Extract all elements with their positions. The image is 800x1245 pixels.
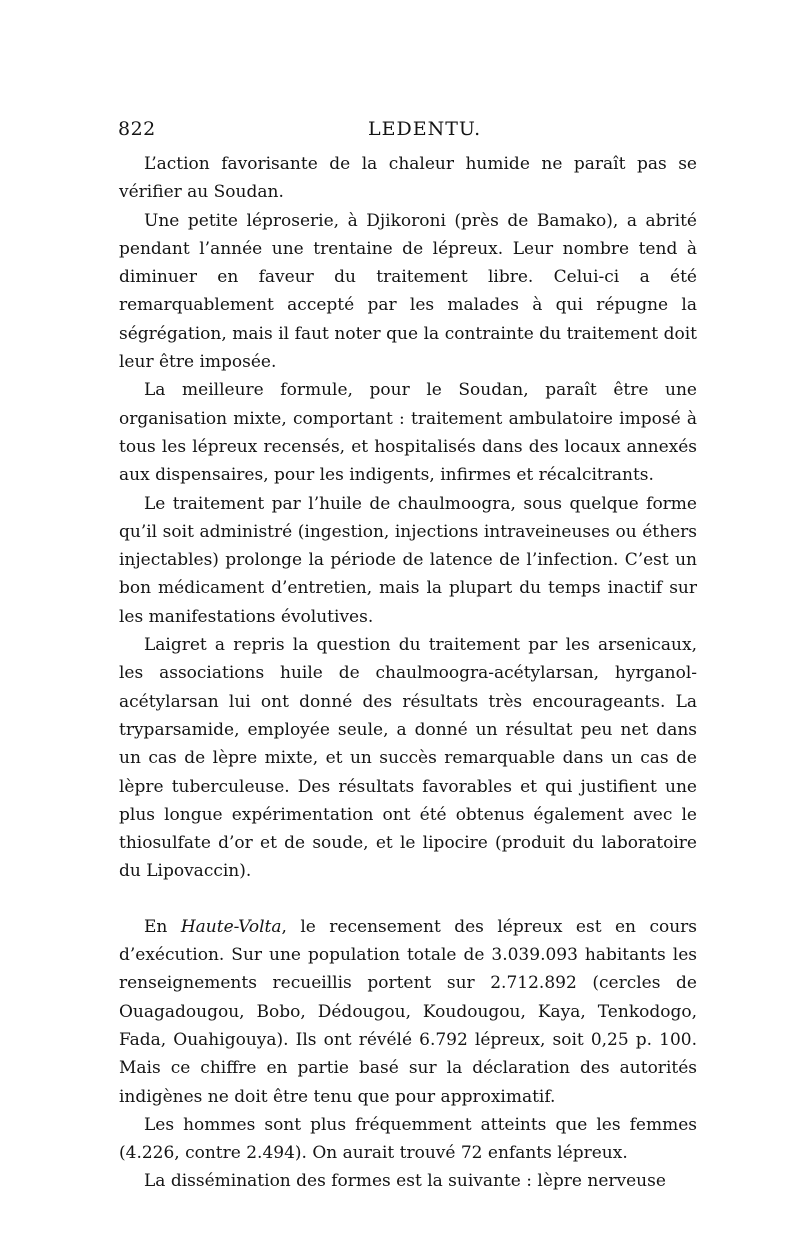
paragraph-chaulmoogra-treatment: Le traitement par l’huile de chaulmoogra, sous quelque forme qu’il soit administré (ingestion, injections intraveineuses ou éthers injectables) prolonge la période de latence de l’infection. C’est un bon médicament d’entretien, mais la plupart du temps inactif sur les manifestations évolutives. (119, 493, 697, 627)
paragraph-men-women-ratio: Les hommes sont plus fréquemment atteints que les femmes (4.226, contre 2.494). On aurait trouvé 72 enfants lépreux. (119, 1114, 697, 1164)
page-number: 822 (118, 118, 156, 140)
place-name-italic: Haute-Volta (180, 916, 282, 937)
paragraph-laigret-arsenicals: Laigret a repris la question du traitement par les arsenicaux, les associations huile de chaulmoogra-acétylarsan, hyrganol-acétylarsan lui ont donné des résultats très encourageants. La tryparsamide, employée seule, a donné un résultat peu net dans un cas de lèpre mixte, et un succès remarquable dans un cas de lèpre tuberculeuse. Des résultats favorables et qui justifient une plus longue expérimentation ont été obtenus également avec le thiosulfate d’or et de soude, et le lipocire (produit du laboratoire du Lipovaccin). (119, 635, 697, 882)
body-text (119, 150, 697, 1196)
running-head (118, 118, 698, 144)
paragraph-forms-dissemination: La dissémination des formes est la suivante : lèpre nerveuse (144, 1171, 666, 1192)
paragraph-djikoroni-leprosarium: Une petite léproserie, à Djikoroni (près de Bamako), a abrité pendant l’année une trentaine de lépreux. Leur nombre tend à diminuer en faveur du traitement libre. Celui-ci a été remarquablement accepté par les malades à qui répugne la ségrégation, mais il faut noter que la contrainte du traitement doit leur être imposée. (119, 210, 697, 373)
paragraph-haute-volta-census (119, 913, 697, 1111)
paragraph-soudan-climate: L’action favorisante de la chaleur humide ne paraît pas se vérifier au Soudan. (119, 154, 697, 203)
running-title: LEDENTU. (368, 118, 482, 140)
paragraph-continuation: , le recensement des lépreux est en cours d’exécution. Sur une population totale de 3.039.093 habitants les renseignements recueillis portent sur 2.712.892 (cercles de Ouagadougou, Bobo, Dédougou, Koudougou, Kaya, Tenkodogo, Fada, Ouahigouya). Ils ont révélé 6.792 lépreux, soit 0,25 p. 100. Mais ce chiffre en partie basé sur la déclaration des autorités indigènes ne doit être tenu que pour approximatif. (119, 916, 697, 1107)
paragraph-lead: En (144, 916, 181, 937)
paragraph-mixed-organisation: La meilleure formule, pour le Soudan, paraît être une organisation mixte, comportant : traitement ambulatoire imposé à tous les lépreux recensés, et hospitalisés dans des locaux annexés aux dispensaires, pour les indigents, infirmes et récalcitrants. (119, 380, 697, 486)
